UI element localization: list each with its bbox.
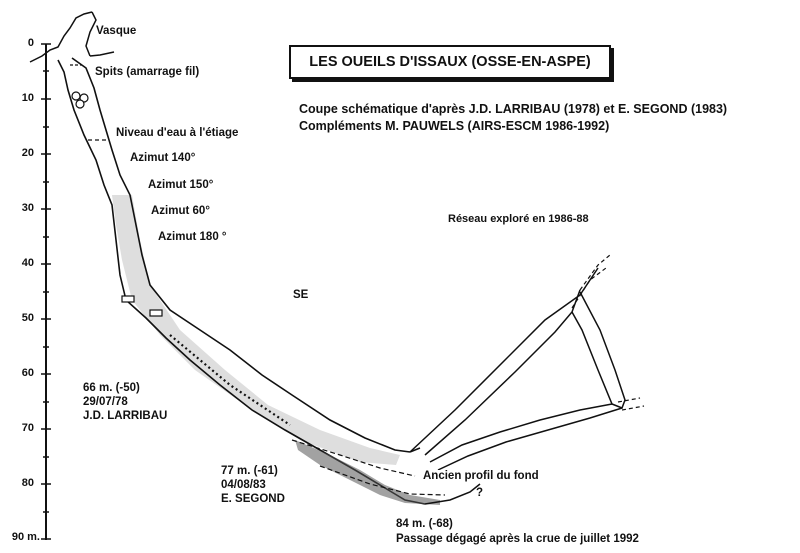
depth-label-20: 20 bbox=[21, 147, 34, 159]
label-vasque: Vasque bbox=[96, 25, 137, 37]
label-azimut-140: Azimut 140° bbox=[130, 152, 196, 164]
label-niveau: Niveau d'eau à l'étiage bbox=[116, 127, 239, 139]
depth-label-70: 70 bbox=[21, 422, 34, 434]
label-larribau-dist: 66 m. (-50) bbox=[83, 382, 140, 394]
diagram-title bbox=[289, 45, 611, 79]
depth-label-90: 90 m. bbox=[11, 531, 40, 543]
label-question: ? bbox=[476, 487, 484, 499]
label-pauwels-dist: 84 m. (-68) bbox=[396, 518, 453, 530]
label-passage: Passage dégagé après la crue de juillet 1992 bbox=[396, 533, 639, 545]
depth-label-40: 40 bbox=[21, 257, 34, 269]
network-loop-bottom bbox=[430, 404, 622, 470]
label-se: SE bbox=[293, 289, 309, 301]
label-larribau-name: J.D. LARRIBAU bbox=[83, 410, 168, 422]
label-spits: Spits (amarrage fil) bbox=[95, 66, 200, 78]
flooded-passage-shading bbox=[112, 195, 400, 465]
label-azimut-180: Azimut 180 ° bbox=[158, 231, 227, 243]
label-segond-dist: 77 m. (-61) bbox=[221, 465, 278, 477]
depth-label-80: 80 bbox=[21, 477, 34, 489]
depth-label-10: 10 bbox=[21, 92, 34, 104]
subtitle-complements: Compléments M. PAUWELS (AIRS-ESCM 1986-1992) bbox=[299, 119, 610, 133]
label-larribau-date: 29/07/78 bbox=[83, 396, 128, 408]
label-azimut-60: Azimut 60° bbox=[151, 205, 210, 217]
depth-label-60: 60 bbox=[21, 367, 34, 379]
depth-label-50: 50 bbox=[21, 312, 34, 324]
diagram-title-text: LES OUEILS D'ISSAUX (OSSE-EN-ASPE) bbox=[309, 54, 591, 70]
label-segond-name: E. SEGOND bbox=[221, 493, 285, 505]
network-loop-right bbox=[572, 292, 625, 408]
label-ancien-profil: Ancien profil du fond bbox=[423, 470, 539, 482]
label-azimut-150: Azimut 150° bbox=[148, 179, 214, 191]
label-reseau: Réseau exploré en 1986-88 bbox=[448, 213, 589, 225]
subtitle-authors: Coupe schématique d'après J.D. LARRIBAU (1978) et E. SEGOND (1983) bbox=[299, 102, 728, 116]
depth-label-0: 0 bbox=[27, 37, 34, 49]
network-gallery-inner bbox=[425, 290, 580, 455]
label-segond-date: 04/08/83 bbox=[221, 479, 266, 491]
network-continuation bbox=[572, 255, 610, 308]
depth-label-30: 30 bbox=[21, 202, 34, 214]
